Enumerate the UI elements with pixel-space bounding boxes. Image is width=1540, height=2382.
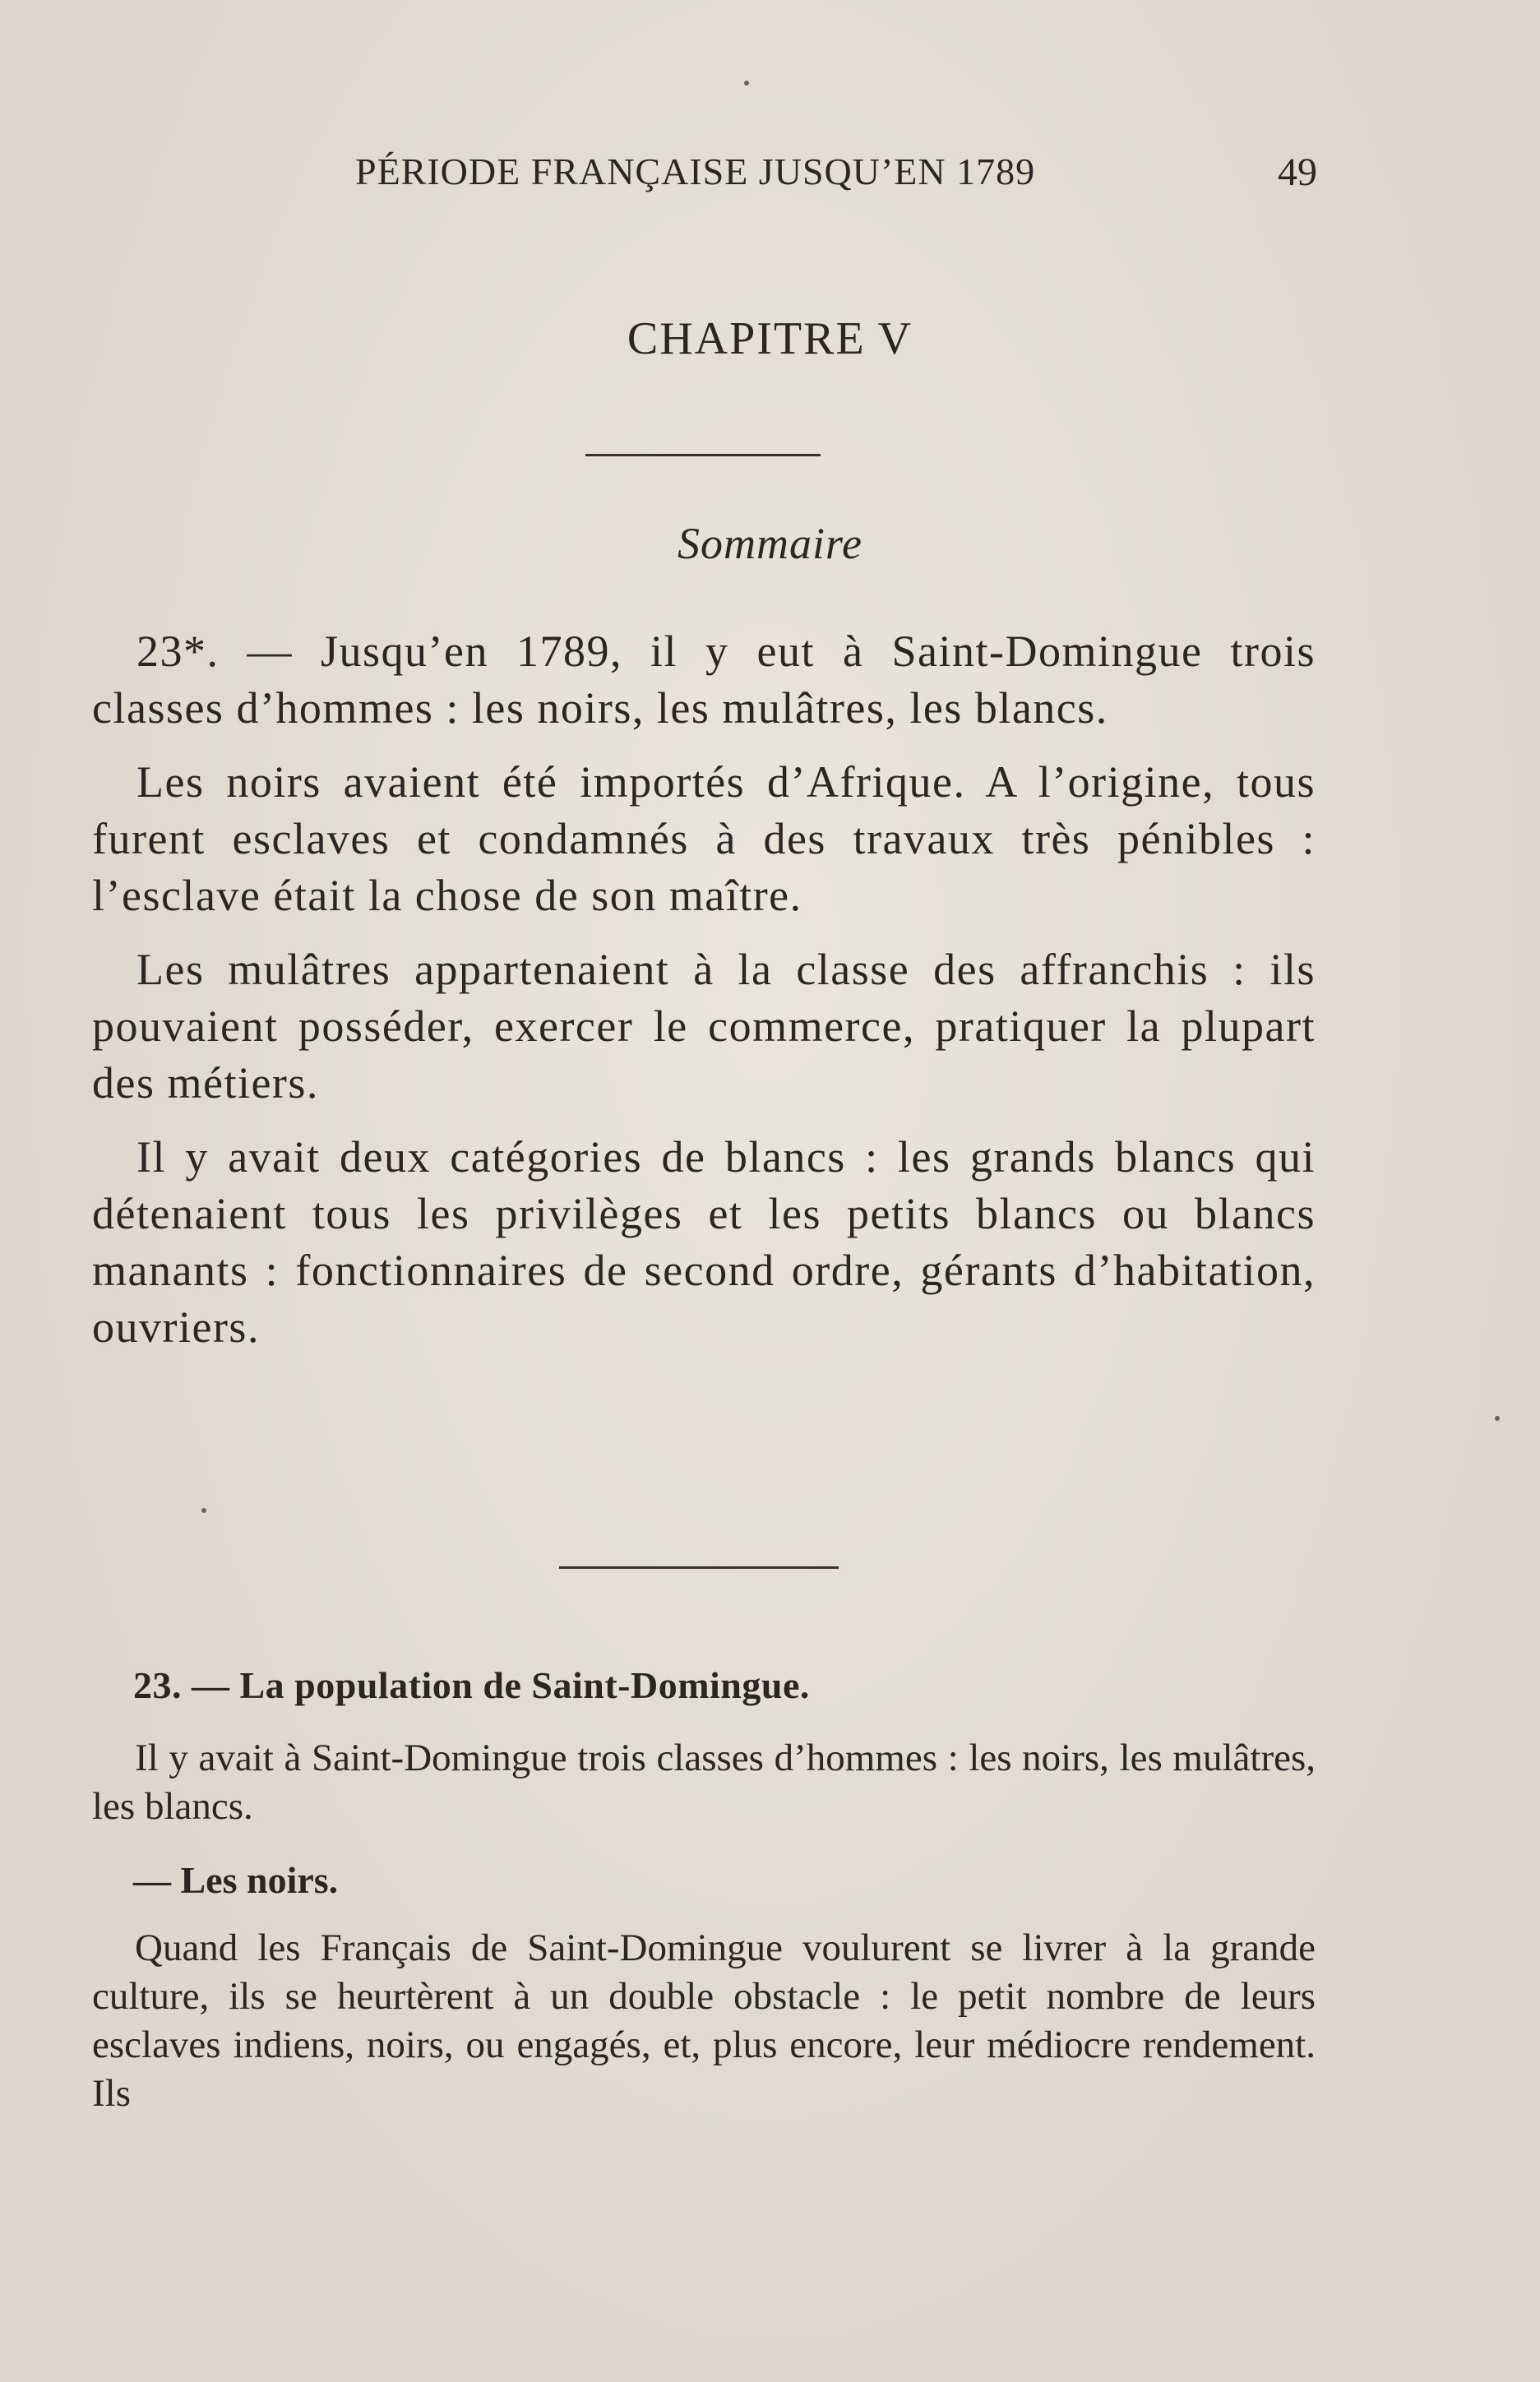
- section-heading: 23. — La population de Saint-Domingue.: [133, 1664, 810, 1706]
- summary-paragraph: Les mulâtres appartenaient à la classe des affranchis : ils pouvaient posséder, exercer le commerce, pratiquer la plupart des métiers.: [92, 945, 1316, 1108]
- running-head: [92, 150, 1317, 199]
- print-speck: [744, 81, 749, 86]
- summary-block: [92, 623, 1316, 1373]
- divider-rule: [585, 454, 821, 456]
- summary-paragraph: Il y avait deux catégories de blancs : les grands blancs qui détenaient tous les privilèges et les petits blancs ou blancs manants : fonctionnaires de second ordre, gérants d’habitation, ouvriers.: [92, 1132, 1316, 1352]
- summary-paragraph: Les noirs avaient été importés d’Afrique. A l’origine, tous furent esclaves et condamnés à des travaux très pénibles : l’esclave était la chose de son maître.: [92, 757, 1316, 920]
- chapter-title: CHAPITRE V: [627, 313, 913, 364]
- divider-rule: [559, 1566, 839, 1569]
- section-body: [92, 1661, 1316, 2143]
- print-speck: [201, 1508, 206, 1513]
- section-intro: Il y avait à Saint-Domingue trois classes d’hommes : les noirs, les mulâtres, les blancs.: [92, 1737, 1316, 1828]
- sommaire-label: Sommaire: [678, 519, 862, 568]
- running-title: PÉRIODE FRANÇAISE JUSQU’EN 1789: [355, 150, 1036, 192]
- print-speck: [1495, 1416, 1500, 1421]
- section-paragraph: Quand les Français de Saint-Domingue voulurent se livrer à la grande culture, ils se heurtèrent à un double obstacle : le petit nombre de leurs esclaves indiens, noirs, ou engagés, et, plus encore, leur médiocre rendement. Ils: [92, 1926, 1316, 2115]
- summary-paragraph: 23*. — Jusqu’en 1789, il y eut à Saint-Domingue trois classes d’hommes : les noirs, les mulâtres, les blancs.: [92, 627, 1316, 733]
- page-number: 49: [1278, 150, 1317, 194]
- subsection-heading: — Les noirs.: [133, 1859, 339, 1901]
